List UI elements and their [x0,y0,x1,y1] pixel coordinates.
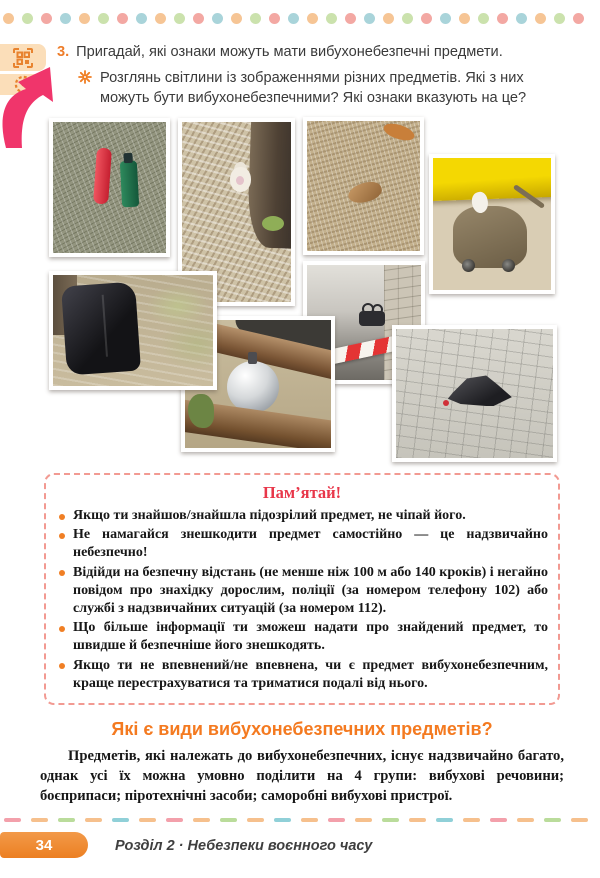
decor-dot [22,13,33,24]
decor-dot [41,13,52,24]
memo-item: Не намагайся знешкодити предмет самостійно — це надзвичайно небезпечно! [56,526,548,562]
decor-dot [421,13,432,24]
decor-dash [139,818,156,822]
decor-dot [98,13,109,24]
photo-package-on-pavement [392,325,557,462]
decor-dash [166,818,183,822]
decor-dot [497,13,508,24]
decor-dash [517,818,534,822]
decor-dash [544,818,561,822]
decor-dot [136,13,147,24]
page-number-badge [0,832,88,858]
decor-dash [193,818,210,822]
decor-dot [364,13,375,24]
decor-dot [288,13,299,24]
decor-dot [402,13,413,24]
decor-dot [440,13,451,24]
memo-item: Якщо ти знайшов/знайшла підозрілий предмет, не чіпай його. [56,507,548,525]
page-number: 34 [35,836,53,854]
top-dots-border [3,13,600,24]
photo-object-in-dry-grass [303,117,424,255]
subtask-text: Розглянь світлини із зображеннями різних предметів. Які з них можуть бути вибухонебезпечними? Які ознаки вказують на це? [100,70,527,106]
task-text: Пригадай, які ознаки можуть мати вибухонебезпечні предмети. [76,44,503,60]
decor-dot [326,13,337,24]
decor-dot [60,13,71,24]
memo-item: Що більше інформації ти зможеш надати про знайдений предмет, то швидше й безпечніше його знешкодять. [56,619,548,655]
photo-abandoned-wheeled-bag [429,154,555,294]
task-row [40,42,564,62]
memo-box [44,473,560,705]
decor-dot [383,13,394,24]
decor-dash [490,818,507,822]
section-heading: Які є види вибухонебезпечних предметів? [111,719,493,740]
decor-dot [535,13,546,24]
decor-dot [212,13,223,24]
decor-dash [328,818,345,822]
decor-dot [307,13,318,24]
decor-dash [85,818,102,822]
decor-dash [274,818,291,822]
decor-dot [79,13,90,24]
decor-dot [573,13,584,24]
chapter-footer: Розділ 2 · Небезпеки воєнного часу [115,838,373,854]
memo-list [56,507,548,693]
decor-dash [220,818,237,822]
decor-dot [3,13,14,24]
decor-dot [174,13,185,24]
photo-collage [40,114,564,460]
decor-dash [409,818,426,822]
decor-dot [250,13,261,24]
decor-dash [382,818,399,822]
decor-dot [516,13,527,24]
decor-dot [269,13,280,24]
decor-dot [478,13,489,24]
photo-backpack-in-forest [49,271,217,390]
decor-dot [345,13,356,24]
decor-dash [112,818,129,822]
bottom-dashes-border [4,818,600,822]
decor-dot [155,13,166,24]
decor-dash [301,818,318,822]
decor-dash [247,818,264,822]
decor-dot [193,13,204,24]
decor-dash [4,818,21,822]
decor-dot [117,13,128,24]
photo-red-green-devices [49,118,170,257]
decor-dash [436,818,453,822]
sun-icon [78,70,92,108]
decor-dot [459,13,470,24]
decor-dash [31,818,48,822]
decor-dash [58,818,75,822]
memo-item: Відійди на безпечну відстань (не менше ніж 100 м або 140 кроків) і негайно повідом про знахідку дорослим, поліції (за номером телефону 102) або службі з надзвичайних ситуацій (за номером 112). [56,564,548,619]
memo-item: Якщо ти не впевнений/не впевнена, чи є предмет вибухонебезпечним, краще перестрахуватися та триматися подалі від нього. [56,657,548,693]
subtask-row [78,68,564,108]
decor-dash [355,818,372,822]
task-number: 3. [57,44,70,60]
decor-dash [571,818,588,822]
decor-dot [554,13,565,24]
decor-dot [231,13,242,24]
section-paragraph: Предметів, які належать до вибухонебезпечних, існує надзвичайно багато, однак усі їх можна умовно поділити на 4 групи: вибухові речовини; боєприпаси; піротехнічні засоби; саморобні вибухові пристрої. [40,748,564,805]
memo-title: Пам’ятай! [262,483,342,502]
decor-dash [463,818,480,822]
